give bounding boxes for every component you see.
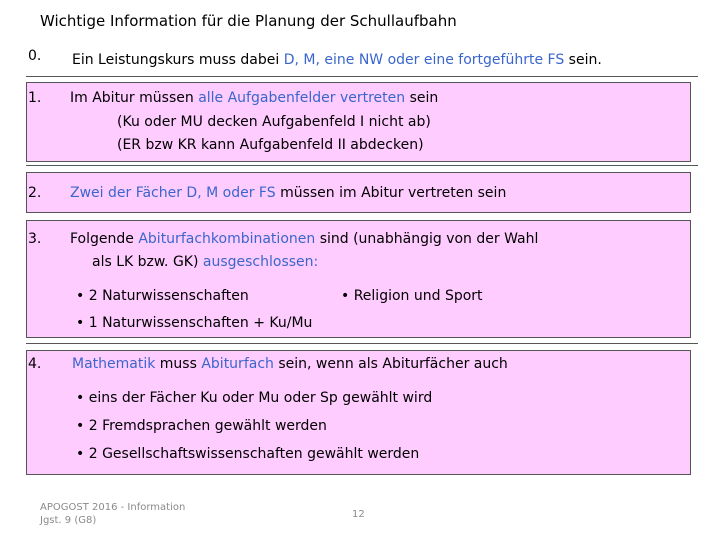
bullet-item: • Religion und Sport: [341, 288, 483, 304]
rule-text: Im Abitur müssen alle Aufgabenfelder vertreten sein: [70, 90, 439, 106]
footer-line: Jgst. 9 (G8): [40, 515, 97, 526]
slide-title: Wichtige Information für die Planung der Schullaufbahn: [40, 12, 457, 30]
rule-subtext: (Ku oder MU decken Aufgabenfeld I nicht ab): [117, 114, 431, 130]
rule-number: 3.: [28, 231, 42, 247]
bullet-item: • 2 Gesellschaftswissenschaften gewählt werden: [76, 446, 420, 462]
bullet-item: • 1 Naturwissenschaften + Ku/Mu: [76, 315, 313, 331]
rule-text: Folgende Abiturfachkombinationen sind (unabhängig von der Wahl: [70, 231, 539, 247]
page-number: 12: [352, 509, 365, 520]
rule-number: 2.: [28, 185, 42, 201]
divider: [26, 343, 698, 344]
footer-line: APOGOST 2016 - Information: [40, 502, 186, 513]
rule-text-continued: als LK bzw. GK) ausgeschlossen:: [92, 254, 319, 270]
rule-number: 1.: [28, 90, 42, 106]
rule-text: Mathematik muss Abiturfach sein, wenn als Abiturfächer auch: [72, 356, 508, 372]
divider: [26, 165, 698, 166]
rule-subtext: (ER bzw KR kann Aufgabenfeld II abdecken): [117, 137, 424, 153]
bullet-item: • 2 Fremdsprachen gewählt werden: [76, 418, 327, 434]
rule-text: Zwei der Fächer D, M oder FS müssen im Abitur vertreten sein: [70, 185, 507, 201]
rule-number: 0.: [28, 48, 42, 64]
bullet-item: • eins der Fächer Ku oder Mu oder Sp gewählt wird: [76, 390, 433, 406]
rule-number: 4.: [28, 356, 42, 372]
divider: [26, 76, 698, 77]
bullet-item: • 2 Naturwissenschaften: [76, 288, 249, 304]
rule-text: Ein Leistungskurs muss dabei D, M, eine NW oder eine fortgeführte FS sein.: [72, 52, 602, 68]
footer: [40, 501, 185, 527]
